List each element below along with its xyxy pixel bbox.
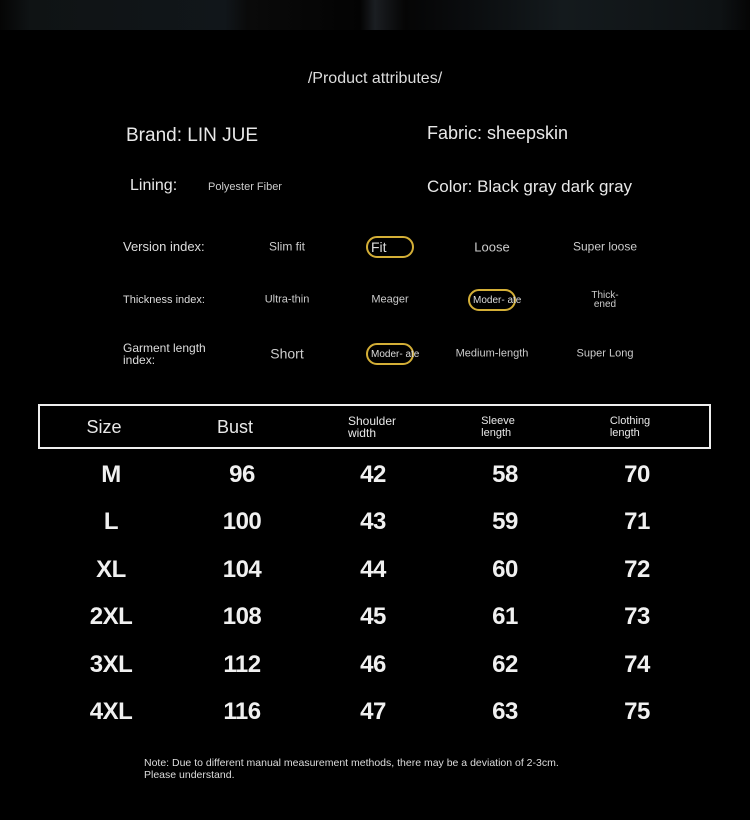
table-cell: 73	[624, 603, 650, 631]
table-cell: 46	[360, 650, 386, 678]
table-cell: 42	[360, 461, 386, 488]
table-cell: 4XL	[89, 698, 133, 725]
lining-value: Polyester Fiber	[208, 181, 282, 193]
section-title: /Product attributes/	[307, 70, 443, 87]
index-option: Thick- ened	[591, 290, 619, 310]
table-cell: M	[101, 461, 121, 488]
index-option: Ultra-thin	[264, 293, 310, 306]
table-row	[0, 602, 750, 632]
product-photo-banner	[0, 0, 750, 30]
table-cell: 75	[624, 698, 650, 725]
column-header: Size	[86, 417, 122, 437]
color-attribute: Color: Black gray dark gray	[427, 177, 633, 196]
table-cell: 104	[222, 555, 262, 583]
table-cell: 63	[492, 698, 518, 725]
table-cell: XL	[96, 555, 126, 583]
table-cell: 100	[222, 508, 262, 536]
table-cell: 44	[360, 555, 386, 583]
table-row	[0, 650, 750, 680]
table-cell: 58	[492, 461, 518, 488]
table-cell: 61	[492, 603, 518, 631]
table-cell: 3XL	[89, 650, 133, 678]
table-cell: 59	[492, 508, 518, 536]
column-header: Clothing length	[609, 415, 651, 439]
index-option: Slim fit	[269, 239, 305, 254]
index-option: Super Long	[576, 347, 634, 360]
table-cell: 72	[624, 555, 650, 583]
table-cell: 71	[624, 508, 650, 536]
table-cell: 62	[492, 650, 518, 678]
table-cell: 74	[624, 650, 650, 678]
table-cell: 2XL	[89, 603, 133, 631]
measurement-note: Note: Due to different manual measurement methods, there may be a deviation of 2-3cm. Please understand.	[144, 757, 559, 781]
table-cell: 47	[360, 698, 386, 725]
table-row	[0, 507, 750, 537]
index-label: Version index:	[123, 239, 205, 254]
table-cell: 60	[492, 555, 518, 583]
index-option: Short	[270, 345, 304, 362]
table-cell: 108	[222, 603, 262, 631]
index-label: Garment length index:	[123, 341, 206, 367]
table-cell: 116	[223, 698, 261, 725]
table-row	[0, 555, 750, 585]
table-cell: 43	[360, 508, 386, 536]
brand-attribute: Brand: LIN JUE	[126, 125, 258, 146]
lining-label: Lining:	[130, 177, 178, 194]
index-option-selected: Fit	[366, 236, 414, 258]
index-option: Loose	[474, 239, 510, 255]
table-cell: 70	[624, 461, 650, 488]
table-cell: 112	[223, 650, 261, 678]
column-header: Shoulder width	[347, 414, 397, 440]
table-cell: 45	[360, 603, 386, 631]
column-header: Bust	[216, 417, 254, 437]
index-option: Super loose	[572, 239, 638, 254]
column-header: Sleeve length	[481, 415, 515, 439]
table-row	[0, 460, 750, 490]
index-option: Meager	[371, 293, 409, 306]
fabric-attribute: Fabric: sheepskin	[427, 123, 569, 143]
index-option-selected: Moder- ate	[468, 289, 516, 311]
table-cell: L	[103, 508, 119, 536]
table-cell: 96	[229, 461, 255, 488]
index-option-selected: Moder- ate	[366, 343, 414, 365]
index-label: Thickness index:	[123, 294, 205, 306]
index-option: Medium-length	[455, 347, 529, 360]
table-row	[0, 697, 750, 727]
